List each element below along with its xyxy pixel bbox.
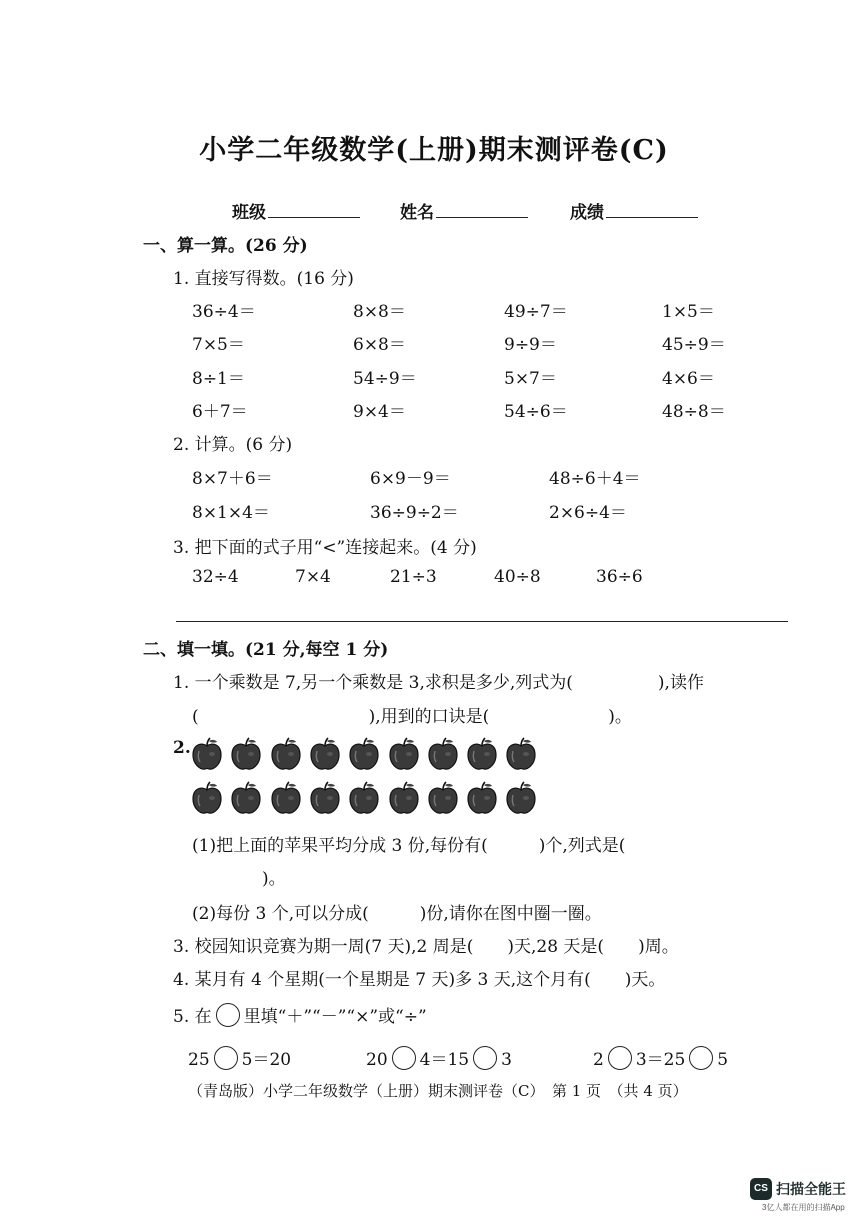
s1-q3-item-2: 21÷3 <box>390 567 437 587</box>
operator-circle[interactable] <box>608 1046 632 1070</box>
section2-heading: 二、填一填。(21 分,每空 1 分) <box>143 640 389 660</box>
s1-q1-r3c3: 48÷8＝ <box>662 402 726 422</box>
s1-q1-r2c1: 54÷9＝ <box>353 369 417 389</box>
q5c-num3: 5 <box>717 1050 729 1070</box>
apple-icon[interactable] <box>387 781 421 815</box>
class-field <box>232 198 360 223</box>
circle-icon <box>216 1003 240 1027</box>
s2-q5-prefix: 5. 在 <box>173 1007 212 1027</box>
s1-q2-r1c1: 36÷9÷2＝ <box>370 503 459 523</box>
s1-q3-item-0: 32÷4 <box>192 567 239 587</box>
apple-icon[interactable] <box>190 781 224 815</box>
s2-q3: 3. 校园知识竞赛为期一周(7 天),2 周是( )天,28 天是( )周。 <box>173 937 679 957</box>
answer-line[interactable] <box>176 621 788 622</box>
name-label: 姓名 <box>400 203 434 223</box>
apple-icon[interactable] <box>465 737 499 771</box>
apple-icon[interactable] <box>229 781 263 815</box>
s1-q2-r0c1: 6×9－9＝ <box>370 469 451 489</box>
apple-icon[interactable] <box>347 781 381 815</box>
s1-q3-item-3: 40÷8 <box>494 567 541 587</box>
q5c-num1: 2 <box>593 1050 604 1070</box>
s2-q5-item-c <box>593 1045 728 1070</box>
s1-q3-item-4: 36÷6 <box>596 567 643 587</box>
s1-q2-r0c2: 48÷6＋4＝ <box>549 469 641 489</box>
s1-q1-r0c2: 49÷7＝ <box>504 302 568 322</box>
s1-q3-item-1: 7×4 <box>295 567 331 587</box>
page-title: 小学二年级数学(上册)期末测评卷(C) <box>199 135 669 166</box>
s1-q1-r0c3: 1×5＝ <box>662 302 715 322</box>
apple-icon[interactable] <box>426 737 460 771</box>
q5a-num1: 25 <box>188 1050 210 1070</box>
camscanner-tagline: 3亿人都在用的扫描App <box>762 1203 845 1212</box>
s1-q1-r1c2: 9÷9＝ <box>504 335 557 355</box>
s2-q5-item-a <box>188 1045 291 1070</box>
s1-q3-label: 3. 把下面的式子用“<”连接起来。(4 分) <box>173 538 477 558</box>
s1-q2-r0c0: 8×7＋6＝ <box>192 469 273 489</box>
s1-q1-r1c3: 45÷9＝ <box>662 335 726 355</box>
q5c-num2: 3＝25 <box>635 1050 686 1070</box>
apple-icon[interactable] <box>465 781 499 815</box>
apple-icon[interactable] <box>387 737 421 771</box>
apple-icon[interactable] <box>269 781 303 815</box>
section1-heading: 一、算一算。(26 分) <box>143 236 308 256</box>
name-field <box>400 198 528 223</box>
s1-q1-r0c0: 36÷4＝ <box>192 302 256 322</box>
apple-icon[interactable] <box>426 781 460 815</box>
apple-icon[interactable] <box>190 737 224 771</box>
class-blank[interactable] <box>268 203 360 218</box>
operator-circle[interactable] <box>214 1046 238 1070</box>
s2-q2-2: (2)每份 3 个,可以分成( )份,请你在图中圈一圈。 <box>192 904 602 924</box>
s2-q2-1-line1: (1)把上面的苹果平均分成 3 份,每份有( )个,列式是( <box>192 836 626 856</box>
q5b-num3: 3 <box>501 1050 512 1070</box>
q5b-num2: 4＝15 <box>419 1050 470 1070</box>
s1-q1-r2c3: 4×6＝ <box>662 369 715 389</box>
s1-q1-r1c0: 7×5＝ <box>192 335 245 355</box>
score-field <box>570 198 698 223</box>
q5b-num1: 20 <box>366 1050 388 1070</box>
s1-q2-r1c2: 2×6÷4＝ <box>549 503 627 523</box>
s2-q2-1-line2: )。 <box>262 869 286 889</box>
score-blank[interactable] <box>606 203 698 218</box>
class-label: 班级 <box>232 203 266 223</box>
s2-q2-num: 2. <box>173 738 191 758</box>
s2-q1-line1: 1. 一个乘数是 7,另一个乘数是 3,求积是多少,列式为( ),读作 <box>173 673 704 693</box>
s1-q1-r3c1: 9×4＝ <box>353 402 406 422</box>
apple-icon[interactable] <box>229 737 263 771</box>
s2-q5-item-b <box>366 1045 512 1070</box>
s1-q1-r2c0: 8÷1＝ <box>192 369 245 389</box>
operator-circle[interactable] <box>689 1046 713 1070</box>
page-footer: （青岛版）小学二年级数学（上册）期末测评卷（C） 第 1 页 （共 4 页） <box>188 1082 688 1100</box>
score-label: 成绩 <box>570 203 604 223</box>
apple-icon[interactable] <box>269 737 303 771</box>
s2-q5-instruction <box>173 1002 427 1027</box>
camscanner-logo: CS <box>750 1178 772 1200</box>
s2-q1-line2: ( ),用到的口诀是( )。 <box>192 707 632 727</box>
apple-icon[interactable] <box>308 737 342 771</box>
camscanner-name: 扫描全能王 <box>776 1181 846 1197</box>
apple-icon[interactable] <box>504 781 538 815</box>
s1-q1-r0c1: 8×8＝ <box>353 302 406 322</box>
s2-q4: 4. 某月有 4 个星期(一个星期是 7 天)多 3 天,这个月有( )天。 <box>173 970 666 990</box>
name-blank[interactable] <box>436 203 528 218</box>
s1-q1-r3c2: 54÷6＝ <box>504 402 568 422</box>
s2-q5-suffix: 里填“＋”“－”“×”或“÷” <box>243 1007 427 1027</box>
q5a-num2: 5＝20 <box>241 1050 292 1070</box>
s1-q1-r1c1: 6×8＝ <box>353 335 406 355</box>
operator-circle[interactable] <box>473 1046 497 1070</box>
apple-icon[interactable] <box>347 737 381 771</box>
s1-q2-label: 2. 计算。(6 分) <box>173 435 293 455</box>
s1-q2-r1c0: 8×1×4＝ <box>192 503 270 523</box>
s1-q1-r2c2: 5×7＝ <box>504 369 557 389</box>
s1-q1-label: 1. 直接写得数。(16 分) <box>173 269 354 289</box>
apple-icon[interactable] <box>504 737 538 771</box>
apple-icon[interactable] <box>308 781 342 815</box>
s1-q1-r3c0: 6＋7＝ <box>192 402 248 422</box>
operator-circle[interactable] <box>392 1046 416 1070</box>
